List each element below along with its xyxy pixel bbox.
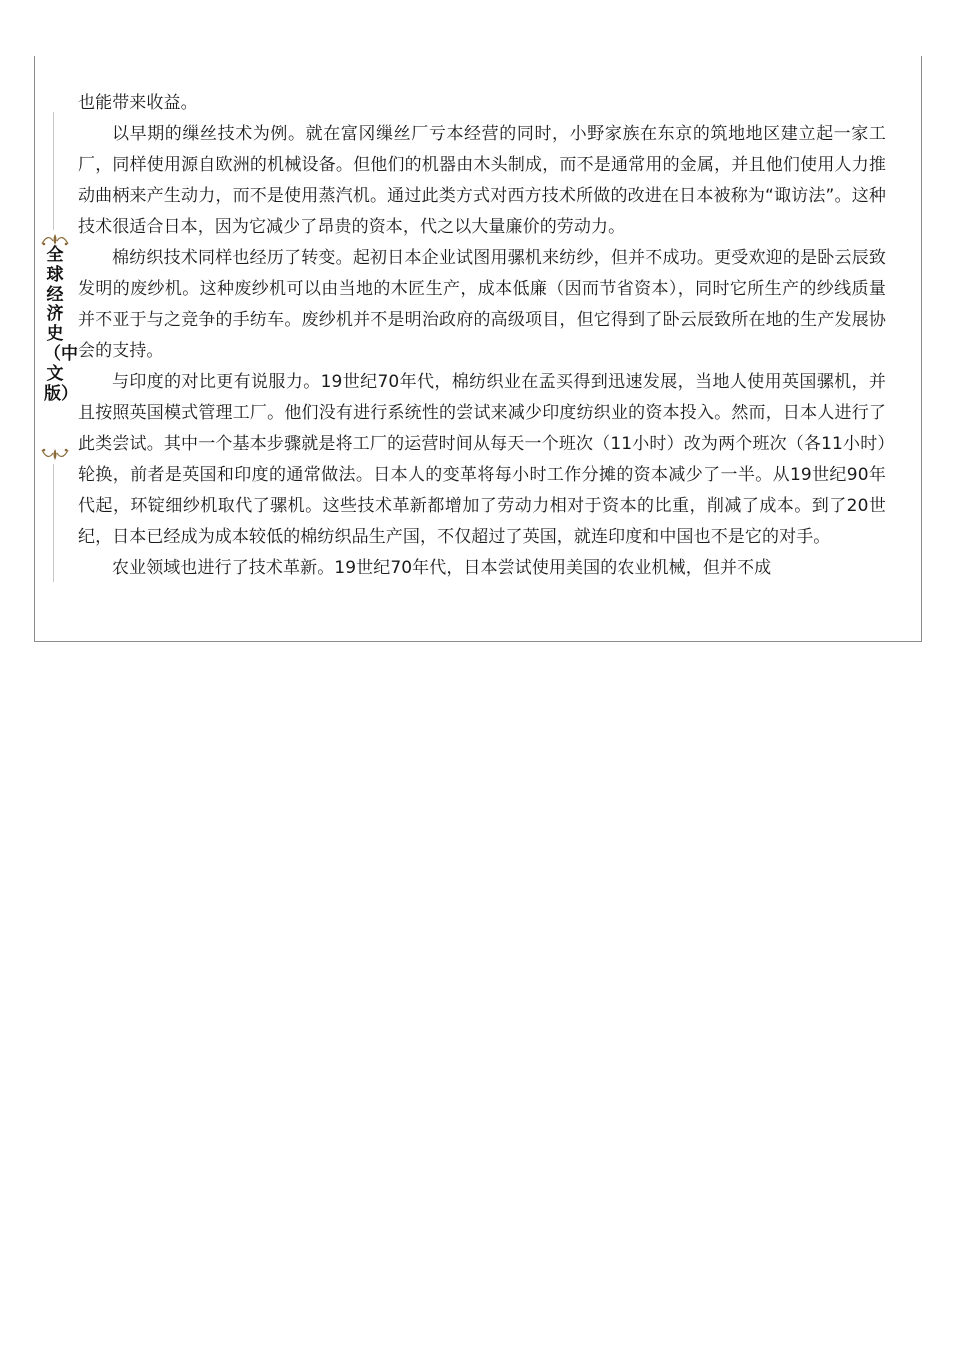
paragraph: 以早期的缫丝技术为例。就在富冈缫丝厂亏本经营的同时，小野家族在东京的筑地地区建立起一家工厂，同样使用源自欧洲的机械设备。但他们的机器由木头制成，而不是通常用的金属，并且他们使用人力推动曲柄来产生动力，而不是使用蒸汽机。通过此类方式对西方技术所做的改进在日本被称为“诹访法”。这种技术很适合日本，因为它减少了昂贵的资本，代之以大量廉价的劳动力。 xyxy=(78,124,886,237)
paragraph: 也能带来收益。 xyxy=(78,93,198,113)
paragraph: 农业领域也进行了技术革新。19世纪70年代，日本尝试使用美国的农业机械，但并不成 xyxy=(112,558,772,578)
paragraph: 与印度的对比更有说服力。19世纪70年代，棉纺织业在孟买得到迅速发展，当地人使用英国骡机，并且按照英国模式管理工厂。他们没有进行系统性的尝试来减少印度纺织业的资本投入。然而，日本人进行了此类尝试。其中一个基本步骤就是将工厂的运营时间从每天一个班次（11小时）改为两个班次（各11小时）轮换，前者是英国和印度的通常做法。日本人的变革将每小时工作分摊的资本减少了一半。从19世纪90年代起，环锭细纱机取代了骡机。这些技术革新都增加了劳动力相对于资本的比重，削减了成本。到了20世纪，日本已经成为成本较低的棉纺织品生产国，不仅超过了英国，就连印度和中国也不是它的对手。 xyxy=(78,372,886,547)
body-text xyxy=(78,88,886,584)
paragraph: 棉纺织技术同样也经历了转变。起初日本企业试图用骡机来纺纱，但并不成功。更受欢迎的是卧云辰致发明的废纱机。这种废纱机可以由当地的木匠生产，成本低廉（因而节省资本），同时它所生产的纱线质量并不亚于与之竞争的手纺车。废纱机并不是明治政府的高级项目，但它得到了卧云辰致所在地的生产发展协会的支持。 xyxy=(78,248,886,361)
sidebar-book-title: 全球经济史（中文版） xyxy=(44,245,78,404)
flourish-ornament-icon xyxy=(40,446,70,462)
